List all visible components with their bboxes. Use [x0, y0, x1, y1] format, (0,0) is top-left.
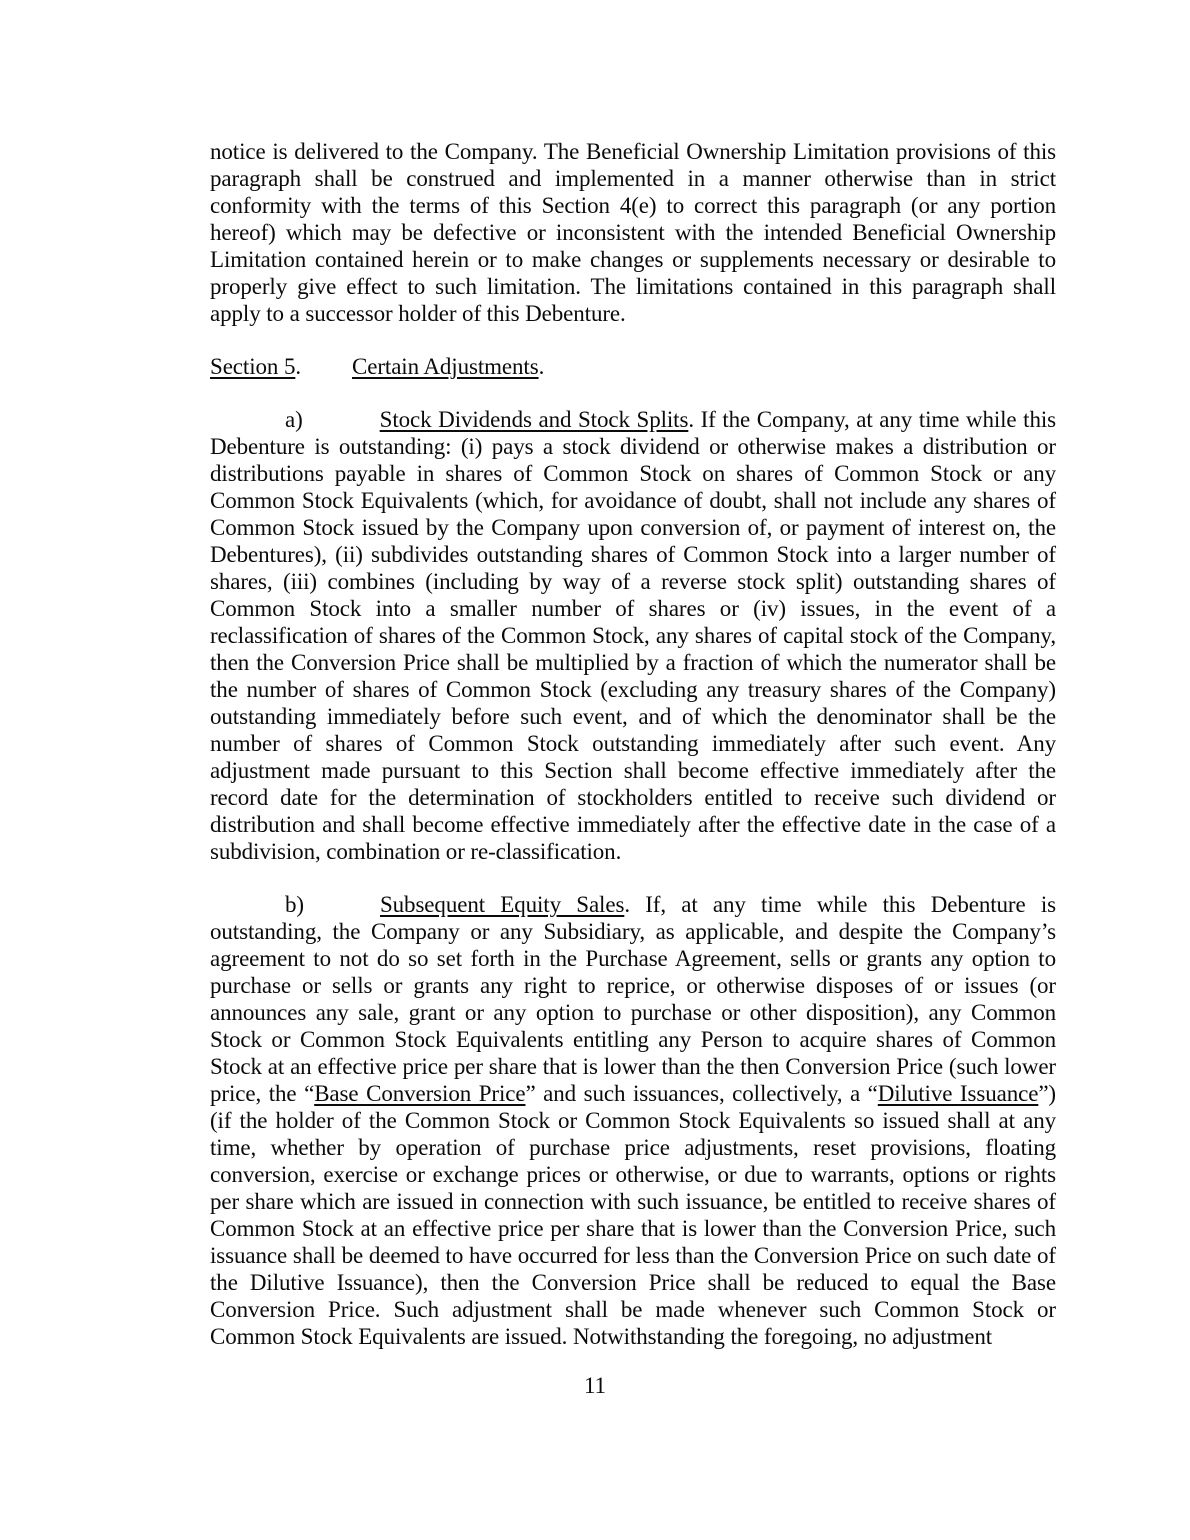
underlined-text: Certain Adjustments [352, 354, 539, 379]
paragraph-a-stock-dividends-and-stock-splits [210, 406, 1056, 865]
paragraph-beneficial-ownership-limitation [210, 138, 1056, 327]
underlined-text: Subsequent Equity Sales [379, 892, 625, 917]
body-text: b) [285, 892, 304, 917]
tab-spacer [304, 911, 380, 912]
body-text: ” and such issuances, collectively, a “ [525, 1081, 878, 1106]
body-text: notice is delivered to the Company. The Beneficial Ownership Limitation provisions of this paragraph shall be construed and implemented in a manner otherwise than in strict conformity with the terms of this Section 4(e) to correct this paragraph (or any portion hereof) which may be defective or inconsistent with the intended Beneficial Ownership Limitation contained herein or to make changes or supplements necessary or desirable to properly give effect to such limitation. The limitations contained in this paragraph shall apply to a successor holder of this Debenture. [210, 139, 1056, 326]
paragraph-b-subsequent-equity-sales [210, 891, 1056, 1350]
underlined-text: Dilutive Issuance [877, 1081, 1039, 1106]
body-text: . If, at any time while this Debenture is outstanding, the Company or any Subsidiary, as applicable, and despite the Company’s agreement to not do so set forth in the Purchase Agreement, sells or grants any option to purchase or sells or grants any right to reprice, or otherwise disposes of or issues (or announces any sale, grant or any option to purchase or other disposition), any Common Stock or Common Stock Equivalents entitling any Person to acquire shares of Common Stock at an effective price per share that is lower than the then Conversion Price (such lower price, the “ [210, 892, 1056, 1106]
body-text: a) [285, 407, 303, 432]
underlined-text: Base Conversion Price [314, 1081, 526, 1106]
body-text: . [538, 354, 545, 379]
section-5-heading [210, 353, 1056, 380]
body-text: . If the Company, at any time while this Debenture is outstanding: (i) pays a stock dividend or otherwise makes a distribution or distributions payable in shares of Common Stock on shares of Common Stock or any Common Stock Equivalents (which, for avoidance of doubt, shall not include any shares of Common Stock issued by the Company upon conversion of, or payment of interest on, the Debentures), (ii) subdivides outstanding shares of Common Stock into a larger number of shares, (iii) combines (including by way of a reverse stock split) outstanding shares of Common Stock into a smaller number of shares or (iv) issues, in the event of a reclassification of shares of the Common Stock, any shares of capital stock of the Company, then the Conversion Price shall be multiplied by a fraction of which the numerator shall be the number of shares of Common Stock (excluding any treasury shares of the Company) outstanding immediately before such event, and of which the denominator shall be the number of shares of Common Stock outstanding immediately after such event. Any adjustment made pursuant to this Section shall become effective immediately after the record date for the determination of stockholders entitled to receive such dividend or distribution and shall become effective immediately after the effective date in the case of a subdivision, combination or re-classification. [210, 407, 1056, 864]
page-body [210, 138, 1056, 1350]
underlined-text: Section 5 [210, 354, 296, 379]
body-text: ”) (if the holder of the Common Stock or Common Stock Equivalents so issued shall at any time, whether by operation of purchase price adjustments, reset provisions, floating conversion, exercise or exchange prices or otherwise, or due to warrants, options or rights per share which are issued in connection with such issuance, be entitled to receive shares of Common Stock at an effective price per share that is lower than the Conversion Price, such issuance shall be deemed to have occurred for less than the Conversion Price on such date of the Dilutive Issuance), then the Conversion Price shall be reduced to equal the Base Conversion Price. Such adjustment shall be made whenever such Common Stock or Common Stock Equivalents are issued. Notwithstanding the foregoing, no adjustment [210, 1081, 1056, 1349]
body-text: . [295, 354, 301, 379]
tab-spacer [303, 426, 380, 427]
tab-spacer [301, 373, 352, 374]
page-number: 11 [584, 1373, 606, 1398]
underlined-text: Stock Dividends and Stock Splits [379, 407, 689, 432]
